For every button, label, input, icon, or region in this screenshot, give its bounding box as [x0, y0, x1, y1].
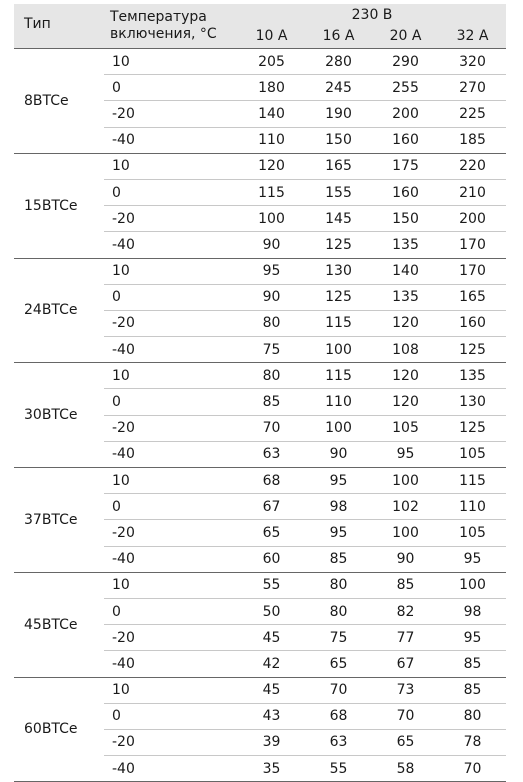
- cell-value: 155: [305, 179, 372, 205]
- cell-value: 90: [305, 441, 372, 467]
- cell-value: 190: [305, 101, 372, 127]
- cell-value: 95: [305, 468, 372, 494]
- cell-value: 170: [439, 232, 506, 258]
- cell-temperature: 0: [104, 598, 238, 624]
- table-header: [14, 4, 506, 49]
- cell-value: 115: [305, 363, 372, 389]
- header-temperature-line1: Температура: [110, 9, 207, 25]
- cell-value: 110: [238, 127, 305, 153]
- cell-value: 75: [238, 337, 305, 363]
- cell-value: 50: [238, 598, 305, 624]
- cell-value: 105: [439, 520, 506, 546]
- cell-value: 105: [439, 441, 506, 467]
- cell-value: 45: [238, 677, 305, 703]
- cell-value: 255: [372, 75, 439, 101]
- header-voltage: 230 В: [238, 4, 506, 26]
- cell-value: 270: [439, 75, 506, 101]
- cell-value: 120: [372, 310, 439, 336]
- cell-value: 130: [439, 389, 506, 415]
- cell-value: 120: [372, 389, 439, 415]
- cell-value: 102: [372, 494, 439, 520]
- cell-value: 160: [372, 127, 439, 153]
- cell-temperature: 0: [104, 284, 238, 310]
- cell-value: 73: [372, 677, 439, 703]
- cell-value: 135: [372, 232, 439, 258]
- cell-value: 210: [439, 179, 506, 205]
- cell-temperature: -20: [104, 310, 238, 336]
- cell-value: 55: [238, 572, 305, 598]
- cell-type: 45BTCe: [14, 572, 104, 677]
- table-row: [14, 572, 506, 598]
- cell-value: 225: [439, 101, 506, 127]
- table-row: [14, 677, 506, 703]
- cell-value: 65: [305, 651, 372, 677]
- cell-temperature: 10: [104, 363, 238, 389]
- spec-table: [14, 4, 506, 782]
- cell-type: 37BTCe: [14, 468, 104, 573]
- cell-value: 135: [439, 363, 506, 389]
- cell-value: 200: [439, 206, 506, 232]
- cell-type: 30BTCe: [14, 363, 104, 468]
- cell-temperature: -40: [104, 232, 238, 258]
- cell-temperature: 10: [104, 49, 238, 75]
- cell-value: 115: [305, 310, 372, 336]
- cell-value: 35: [238, 756, 305, 782]
- cell-value: 95: [439, 625, 506, 651]
- table-row: [14, 258, 506, 284]
- cell-value: 63: [238, 441, 305, 467]
- cell-temperature: 10: [104, 258, 238, 284]
- cell-value: 320: [439, 49, 506, 75]
- cable-spec-table-sheet: [14, 4, 506, 782]
- cell-value: 205: [238, 49, 305, 75]
- cell-value: 70: [305, 677, 372, 703]
- cell-value: 175: [372, 153, 439, 179]
- cell-temperature: -40: [104, 756, 238, 782]
- cell-value: 70: [439, 756, 506, 782]
- table-row: [14, 153, 506, 179]
- cell-value: 80: [305, 598, 372, 624]
- cell-value: 125: [439, 337, 506, 363]
- cell-value: 98: [305, 494, 372, 520]
- cell-value: 85: [372, 572, 439, 598]
- cell-value: 45: [238, 625, 305, 651]
- cell-value: 125: [305, 232, 372, 258]
- cell-value: 75: [305, 625, 372, 651]
- cell-value: 65: [238, 520, 305, 546]
- cell-value: 200: [372, 101, 439, 127]
- cell-value: 67: [372, 651, 439, 677]
- cell-temperature: 10: [104, 572, 238, 598]
- cell-value: 90: [238, 232, 305, 258]
- cell-temperature: -20: [104, 206, 238, 232]
- cell-temperature: 0: [104, 494, 238, 520]
- cell-temperature: 0: [104, 75, 238, 101]
- cell-temperature: -20: [104, 520, 238, 546]
- header-current: 20 А: [372, 26, 439, 49]
- cell-value: 245: [305, 75, 372, 101]
- header-current: 10 А: [238, 26, 305, 49]
- cell-value: 100: [305, 337, 372, 363]
- header-type: Тип: [14, 4, 104, 49]
- cell-value: 85: [439, 651, 506, 677]
- table-body: [14, 49, 506, 782]
- cell-value: 100: [305, 415, 372, 441]
- cell-value: 78: [439, 729, 506, 755]
- cell-temperature: -40: [104, 546, 238, 572]
- cell-value: 60: [238, 546, 305, 572]
- cell-value: 65: [372, 729, 439, 755]
- cell-type: 15BTCe: [14, 153, 104, 258]
- cell-value: 85: [238, 389, 305, 415]
- cell-value: 80: [439, 703, 506, 729]
- cell-value: 70: [238, 415, 305, 441]
- cell-type: 24BTCe: [14, 258, 104, 363]
- cell-value: 85: [305, 546, 372, 572]
- cell-value: 108: [372, 337, 439, 363]
- cell-value: 150: [305, 127, 372, 153]
- cell-value: 220: [439, 153, 506, 179]
- cell-value: 100: [439, 572, 506, 598]
- cell-temperature: 10: [104, 677, 238, 703]
- cell-value: 125: [439, 415, 506, 441]
- cell-value: 43: [238, 703, 305, 729]
- cell-temperature: 10: [104, 468, 238, 494]
- table-row: [14, 49, 506, 75]
- cell-value: 70: [372, 703, 439, 729]
- cell-temperature: -20: [104, 729, 238, 755]
- cell-temperature: 0: [104, 179, 238, 205]
- cell-value: 150: [372, 206, 439, 232]
- cell-temperature: -20: [104, 415, 238, 441]
- cell-temperature: -20: [104, 625, 238, 651]
- cell-value: 105: [372, 415, 439, 441]
- cell-value: 180: [238, 75, 305, 101]
- header-current: 16 А: [305, 26, 372, 49]
- cell-value: 95: [305, 520, 372, 546]
- cell-temperature: 10: [104, 153, 238, 179]
- table-row: [14, 363, 506, 389]
- cell-value: 160: [439, 310, 506, 336]
- cell-value: 130: [305, 258, 372, 284]
- cell-value: 58: [372, 756, 439, 782]
- cell-value: 140: [372, 258, 439, 284]
- cell-value: 185: [439, 127, 506, 153]
- cell-value: 80: [238, 310, 305, 336]
- header-temperature: [104, 4, 238, 49]
- cell-value: 95: [238, 258, 305, 284]
- cell-value: 67: [238, 494, 305, 520]
- header-current: 32 А: [439, 26, 506, 49]
- cell-value: 80: [305, 572, 372, 598]
- cell-value: 85: [439, 677, 506, 703]
- cell-value: 115: [439, 468, 506, 494]
- cell-value: 39: [238, 729, 305, 755]
- cell-value: 135: [372, 284, 439, 310]
- cell-value: 55: [305, 756, 372, 782]
- cell-value: 290: [372, 49, 439, 75]
- cell-value: 120: [372, 363, 439, 389]
- cell-type: 60BTCe: [14, 677, 104, 782]
- header-temperature-line2: включения, °С: [110, 26, 217, 42]
- cell-temperature: -40: [104, 651, 238, 677]
- cell-value: 90: [372, 546, 439, 572]
- cell-value: 98: [439, 598, 506, 624]
- cell-value: 95: [372, 441, 439, 467]
- cell-value: 145: [305, 206, 372, 232]
- cell-temperature: -40: [104, 441, 238, 467]
- cell-value: 63: [305, 729, 372, 755]
- cell-value: 110: [439, 494, 506, 520]
- cell-value: 125: [305, 284, 372, 310]
- cell-value: 100: [238, 206, 305, 232]
- cell-value: 100: [372, 520, 439, 546]
- cell-temperature: 0: [104, 389, 238, 415]
- cell-temperature: -20: [104, 101, 238, 127]
- cell-temperature: -40: [104, 337, 238, 363]
- cell-type: 8BTCe: [14, 49, 104, 154]
- cell-value: 77: [372, 625, 439, 651]
- table-row: [14, 468, 506, 494]
- cell-value: 82: [372, 598, 439, 624]
- cell-value: 115: [238, 179, 305, 205]
- cell-value: 68: [238, 468, 305, 494]
- cell-value: 170: [439, 258, 506, 284]
- cell-value: 95: [439, 546, 506, 572]
- cell-value: 165: [439, 284, 506, 310]
- cell-temperature: -40: [104, 127, 238, 153]
- cell-value: 120: [238, 153, 305, 179]
- cell-value: 100: [372, 468, 439, 494]
- cell-value: 110: [305, 389, 372, 415]
- cell-value: 90: [238, 284, 305, 310]
- cell-value: 80: [238, 363, 305, 389]
- cell-value: 160: [372, 179, 439, 205]
- cell-value: 68: [305, 703, 372, 729]
- cell-value: 140: [238, 101, 305, 127]
- cell-value: 165: [305, 153, 372, 179]
- cell-value: 280: [305, 49, 372, 75]
- cell-value: 42: [238, 651, 305, 677]
- cell-temperature: 0: [104, 703, 238, 729]
